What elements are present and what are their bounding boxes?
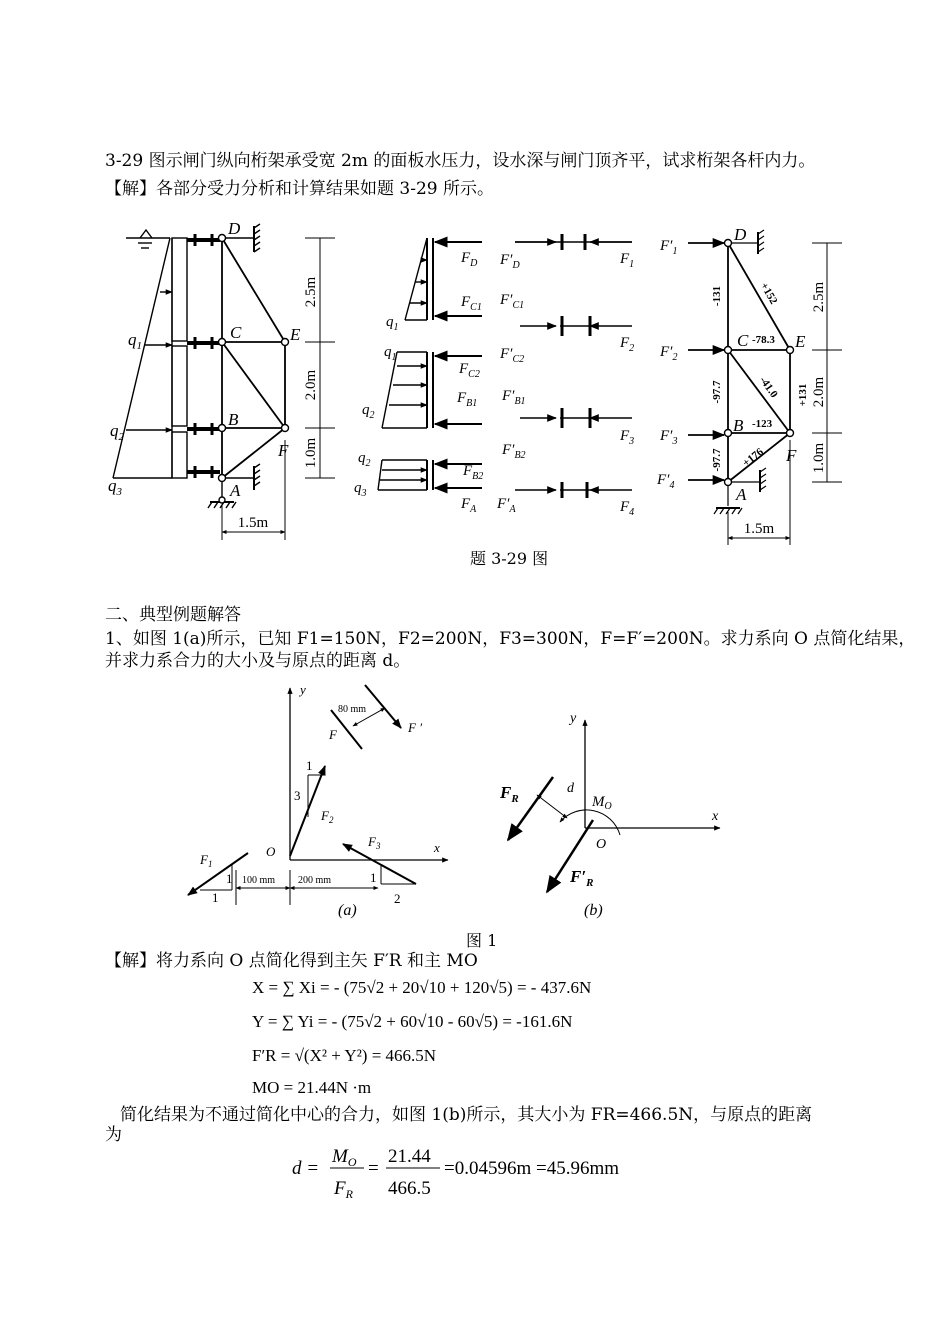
- svg-text:FR: $F_R$: [500, 783, 519, 805]
- equation-y: Y = ∑ Yi = - (75√2 + 60√10 - 60√5) = -161.6N: [252, 1012, 573, 1031]
- problem-statement: 3-29 图示闸门纵向桁架承受宽 2m 的面板水压力，设水深与闸门顶齐平，试求桁架各杆内力。: [105, 151, 816, 171]
- svg-text:3: 3: [294, 788, 301, 803]
- svg-text:q1: $q_1$: [128, 330, 142, 352]
- svg-text:FA: $F_A$: [461, 496, 477, 515]
- gate-truss-labels: [108, 219, 301, 500]
- svg-text:F′D: $F'_D$: [500, 252, 520, 271]
- svg-text:q3: $q_3$: [108, 476, 122, 498]
- equation-mo: MO = 21.44N ·m: [252, 1078, 372, 1097]
- label-C: C: [230, 323, 242, 342]
- figure-1b: [508, 720, 720, 892]
- svg-text:F3: $F_3$: [368, 834, 381, 851]
- member-CB: -97.7: [711, 380, 723, 404]
- svg-text:FB1: $F_{B1}$: [457, 390, 478, 409]
- svg-text:1: 1: [306, 758, 313, 773]
- svg-text:F: F: [329, 727, 337, 742]
- truss-figure: [0, 0, 950, 560]
- figure-1b-labels: [499, 711, 719, 919]
- svg-text:O: O: [596, 837, 607, 852]
- label-B: B: [228, 410, 239, 429]
- svg-text:1: 1: [212, 890, 219, 905]
- svg-text:F′1: $F'_1$: [660, 238, 678, 257]
- svg-text:D: D: [734, 225, 747, 244]
- member-DE: +152: [757, 280, 780, 307]
- svg-text:F2: $F_2$: [321, 808, 334, 825]
- free-body-diagrams: [378, 234, 635, 498]
- free-body-labels: [354, 250, 634, 518]
- solution2-paragraph-2: 为: [105, 1125, 122, 1145]
- svg-text:d =: d =: [292, 1158, 320, 1179]
- svg-text:1.5m: 1.5m: [743, 521, 775, 537]
- svg-text:1: 1: [370, 870, 377, 885]
- svg-text:F2: $F_2$: [620, 335, 635, 354]
- svg-text:x: x: [712, 809, 719, 824]
- svg-text:F: F: [786, 446, 797, 465]
- svg-text:2.5m: 2.5m: [811, 281, 827, 313]
- gate-truss: [113, 224, 335, 540]
- result-dim-labels: [744, 281, 827, 537]
- label-F: F: [278, 441, 289, 460]
- svg-text:C: C: [737, 331, 749, 350]
- figure-1: [0, 670, 950, 950]
- svg-text:FD: $F_D$: [461, 250, 478, 269]
- solution2-paragraph: 简化结果为不通过简化中心的合力，如图 1(b)所示，其大小为 FR=466.5N，与原点的距离: [120, 1105, 813, 1125]
- svg-text:E: E: [795, 332, 806, 351]
- svg-text:1.5m: 1.5m: [237, 515, 269, 531]
- member-forces: [711, 281, 809, 472]
- svg-text:MO: $M_O$: [332, 1146, 357, 1169]
- svg-text:(a): (a): [338, 902, 357, 919]
- svg-text:F′R: $F'_R$: [570, 867, 594, 889]
- member-BA: -97.7: [711, 448, 723, 472]
- svg-text:y: y: [570, 711, 577, 726]
- svg-text:A: A: [736, 485, 747, 504]
- svg-text:q2: $q_2$: [358, 450, 371, 469]
- svg-text:B: B: [733, 416, 744, 435]
- svg-text:F4: $F_4$: [620, 499, 635, 518]
- svg-text:F′3: $F'_3$: [660, 428, 678, 447]
- svg-text:x: x: [434, 840, 440, 855]
- svg-text:F′B2: $F'_{B2}$: [502, 442, 526, 461]
- svg-text:q2: $q_2$: [362, 402, 375, 421]
- svg-text:F′C1: $F'_{C1}$: [500, 292, 525, 311]
- svg-text:q3: $q_3$: [354, 480, 367, 499]
- svg-text:200 mm: 200 mm: [298, 875, 332, 886]
- member-CE: -78.3: [752, 334, 775, 346]
- label-A: A: [230, 481, 241, 500]
- solution-intro: 【解】各部分受力分析和计算结果如题 3-29 所示。: [105, 179, 494, 199]
- svg-text:q1: $q_1$: [384, 344, 397, 363]
- svg-text:FC1: $F_{C1}$: [461, 294, 482, 313]
- member-BF: -123: [752, 418, 773, 430]
- svg-text:2.0m: 2.0m: [303, 369, 319, 401]
- member-DC: -131: [711, 285, 723, 307]
- solution2-intro: 【解】将力系向 O 点简化得到主矢 F′R 和主 MO: [105, 951, 478, 971]
- svg-text:1.0m: 1.0m: [811, 442, 827, 474]
- svg-text:100 mm: 100 mm: [242, 875, 276, 886]
- svg-text:FC2: $F_{C2}$: [459, 361, 480, 380]
- label-D: D: [228, 219, 241, 238]
- svg-text:F′2: $F'_2$: [660, 344, 678, 363]
- equation-d: [0, 1140, 950, 1210]
- svg-text:F ′: F ′: [408, 720, 423, 735]
- svg-text:F3: $F_3$: [620, 428, 635, 447]
- result-truss-labels: [656, 225, 806, 504]
- svg-text:2.0m: 2.0m: [811, 376, 827, 408]
- equation-fr: F′R = √(X² + Y²) = 466.5N: [252, 1046, 437, 1065]
- section-heading: 二、典型例题解答: [105, 605, 241, 625]
- svg-text:q1: $q_1$: [386, 314, 399, 333]
- svg-text:O: O: [266, 844, 276, 859]
- svg-text:MO: $M_O$: [592, 794, 612, 812]
- svg-text:2: 2: [394, 891, 401, 906]
- svg-text:F′B1: $F'_{B1}$: [502, 388, 526, 407]
- label-E: E: [290, 325, 301, 344]
- svg-text:y: y: [300, 682, 306, 697]
- figure-1a-labels: [199, 682, 440, 919]
- svg-text:d: d: [567, 781, 574, 796]
- equation-x: X = ∑ Xi = - (75√2 + 20√10 + 120√5) = - 437.6N: [252, 978, 592, 997]
- figure-caption-329: 题 3-29 图: [470, 549, 549, 568]
- svg-text:1: 1: [226, 871, 233, 886]
- svg-text:=0.04596m =45.96mm: =0.04596m =45.96mm: [444, 1158, 620, 1179]
- svg-text:1.0m: 1.0m: [303, 437, 319, 469]
- example-paragraph-2: 并求力系合力的大小及与原点的距离 d。: [105, 651, 411, 671]
- svg-text:FB2: $F_{B2}$: [463, 463, 484, 482]
- svg-text:F1: $F_1$: [200, 852, 213, 869]
- svg-text:F1: $F_1$: [620, 251, 635, 270]
- svg-text:80 mm: 80 mm: [338, 704, 367, 715]
- svg-text:F′4: $F'_4$: [657, 472, 675, 491]
- member-EF: +131: [797, 383, 809, 407]
- svg-text:(b): (b): [584, 902, 603, 919]
- svg-text:q2: $q_2$: [110, 421, 124, 443]
- svg-text:466.5: 466.5: [388, 1178, 431, 1199]
- figure-caption-1: 图 1: [466, 931, 498, 950]
- example-paragraph-1: 1、如图 1(a)所示，已知 F1=150N，F2=200N，F3=300N，F=F′=200N。求力系向 O 点简化结果，: [105, 629, 916, 649]
- svg-text:=: =: [368, 1158, 379, 1179]
- member-AF: +176: [740, 445, 766, 470]
- svg-text:F′A: $F'_A$: [497, 496, 516, 515]
- svg-text:FR: $F_R$: [334, 1178, 353, 1201]
- svg-text:2.5m: 2.5m: [303, 276, 319, 308]
- gate-dim-labels: [238, 276, 319, 531]
- svg-text:F′C2: $F'_{C2}$: [500, 346, 525, 365]
- member-CF: -41.0: [756, 374, 780, 401]
- svg-text:21.44: 21.44: [388, 1146, 431, 1167]
